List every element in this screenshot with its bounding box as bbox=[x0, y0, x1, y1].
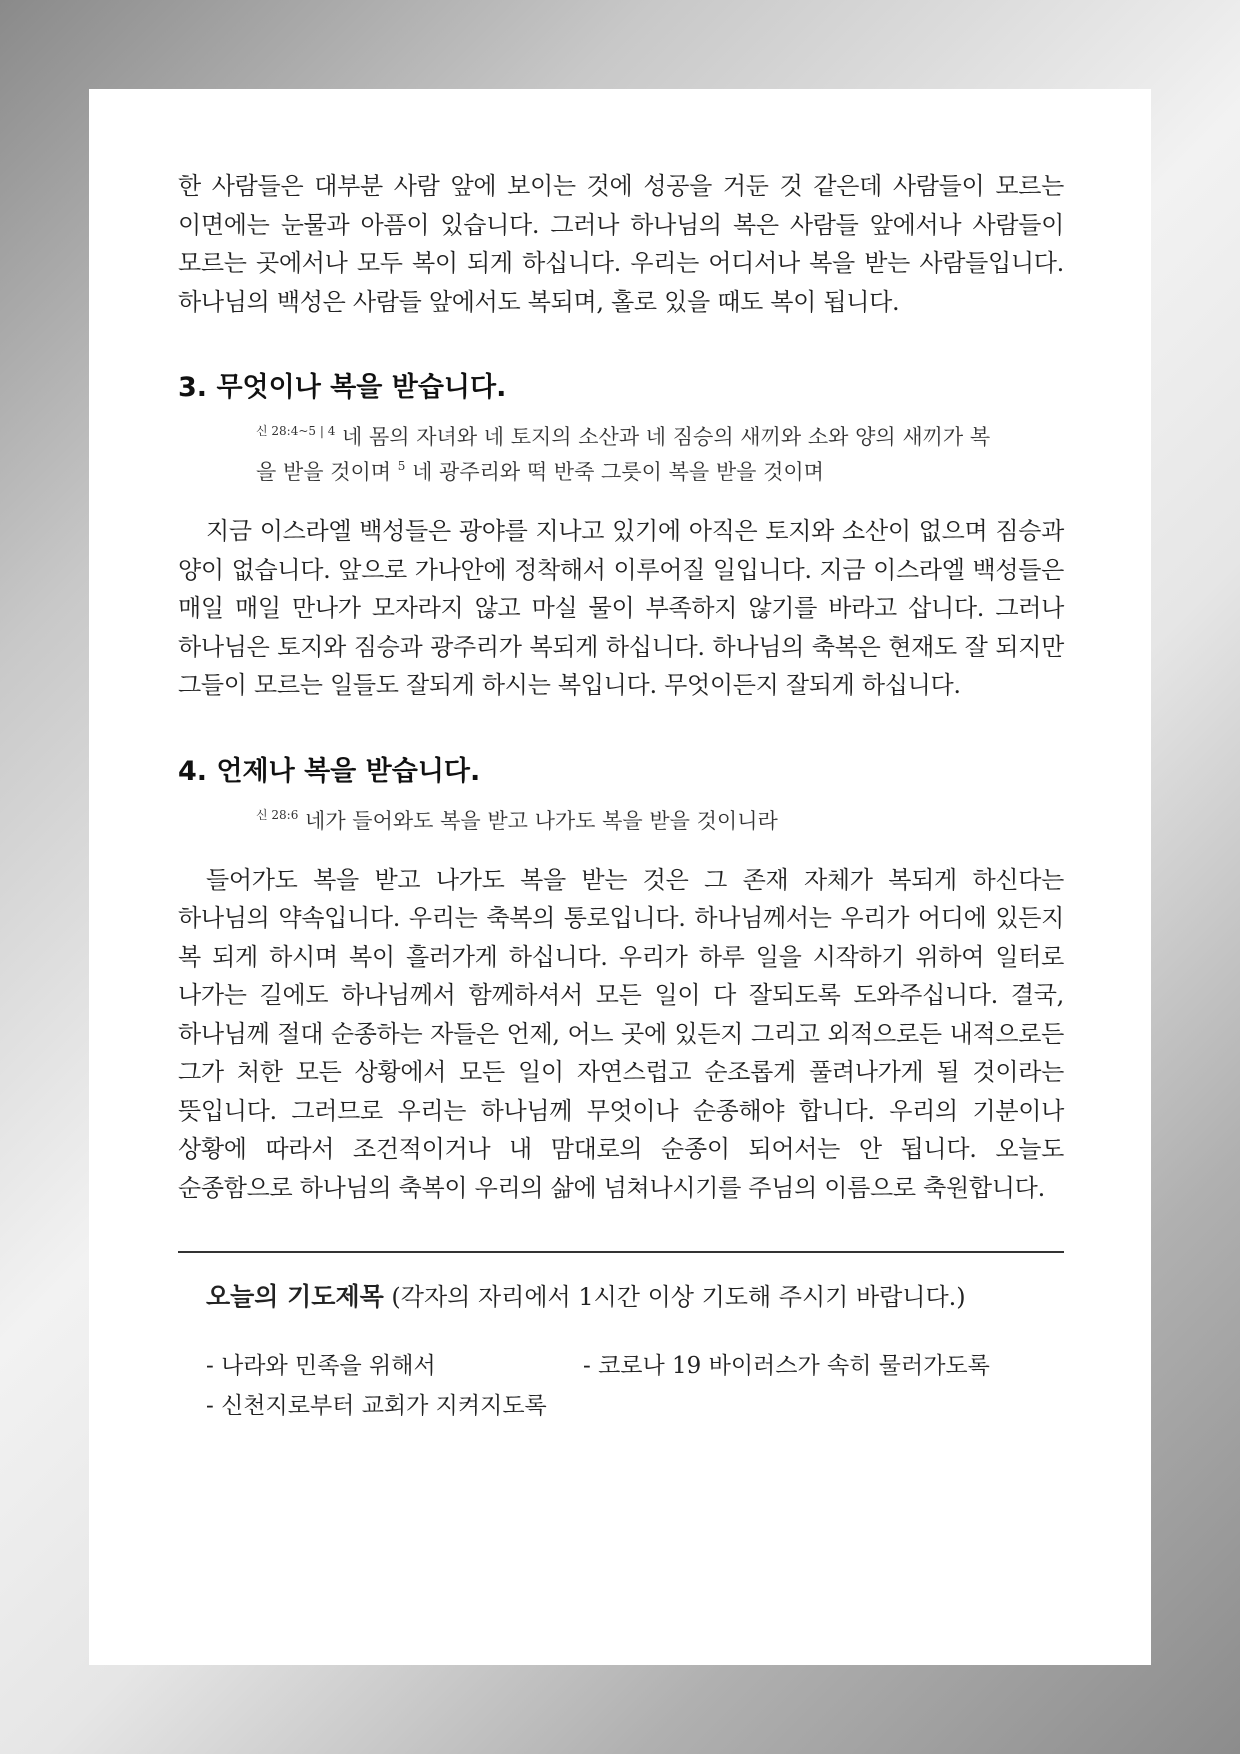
verse-text: 네 몸의 자녀와 네 토지의 소산과 네 짐승의 새끼와 소와 양의 새끼가 복을 받을 것이며 bbox=[256, 425, 991, 484]
verse-number: 5 bbox=[397, 459, 406, 473]
section-3-verse bbox=[256, 420, 996, 490]
verse-separator: | bbox=[316, 424, 328, 438]
section-4-heading: 4. 언제나 복을 받습니다. bbox=[178, 755, 481, 787]
page-content bbox=[178, 167, 1064, 1443]
section-4-paragraph: 들어가도 복을 받고 나가도 복을 받는 것은 그 존재 자체가 복되게 하신다는 하나님의 약속입니다. 우리는 축복의 통로입니다. 하나님께서는 우리가 어디에 있든지 복 되게 하시며 복이 흘러가게 하십니다. 우리가 하루 일을 시작하기 위하여 일터로 나가는 길에도 하나님께서 함께하셔서 모든 일이 다 잘되도록 도와주십니다. 결국, 하나님께 절대 순종하는 자들은 언제, 어느 곳에 있든지 그리고 외적으로든 내적으로든 그가 처한 모든 상황에서 모든 일이 자연스럽고 순조롭게 풀려나가게 될 것이라는 뜻입니다. 그러므로 우리는 하나님께 무엇이나 순종해야 합니다. 우리의 기분이나 상황에 따라서 조건적이거나 내 맘대로의 순종이 되어서는 안 됩니다. 오늘도 순종함으로 하나님의 축복이 우리의 삶에 넘쳐나시기를 주님의 이름으로 축원합니다. bbox=[178, 865, 1064, 1202]
section-3-verse-block bbox=[178, 420, 996, 490]
prayer-section bbox=[178, 1253, 1064, 1443]
prayer-item: - 신천지로부터 교회가 지켜지도록 bbox=[206, 1393, 547, 1419]
prayer-subtitle: (각자의 자리에서 1시간 이상 기도해 주시기 바랍니다.) bbox=[391, 1283, 966, 1311]
prayer-item: - 나라와 민족을 위해서 bbox=[206, 1353, 436, 1379]
verse-reference: 신 28:4~5 bbox=[256, 424, 317, 438]
section-3-paragraph: 지금 이스라엘 백성들은 광야를 지나고 있기에 아직은 토지와 소산이 없으며 짐승과 양이 없습니다. 앞으로 가나안에 정착해서 이루어질 일입니다. 지금 이스라엘 백성들은 매일 매일 만나가 모자라지 않고 마실 물이 부족하지 않기를 바라고 삽니다. 그러나 하나님은 토지와 짐승과 광주리가 복되게 하십니다. 하나님의 축복은 현재도 잘 되지만 그들이 모르는 일들도 잘되게 하시는 복입니다. 무엇이든지 잘되게 하십니다. bbox=[178, 517, 1064, 699]
verse-reference: 신 28:6 bbox=[256, 807, 299, 822]
section-3-heading: 3. 무엇이나 복을 받습니다. bbox=[178, 372, 507, 403]
verse-text: 네 광주리와 떡 반죽 그릇이 복을 받을 것이며 bbox=[405, 460, 824, 484]
prayer-header bbox=[206, 1277, 966, 1313]
document-page bbox=[89, 89, 1151, 1665]
section-4-verse bbox=[256, 804, 1064, 839]
continuation-paragraph: 한 사람들은 대부분 사람 앞에 보이는 것에 성공을 거둔 것 같은데 사람들이 모르는 이면에는 눈물과 아픔이 있습니다. 그러나 하나님의 복은 사람들 앞에서나 사람들이 모르는 곳에서나 모두 복이 되게 하십니다. 우리는 어디서나 복을 받는 사람들입니다. 하나님의 백성은 사람들 앞에서도 복되며, 홀로 있을 때도 복이 됩니다. bbox=[178, 172, 1064, 316]
prayer-title: 오늘의 기도제목 bbox=[206, 1282, 384, 1311]
section-4-verse-block bbox=[178, 804, 1064, 839]
prayer-item: - 코로나 19 바이러스가 속히 물러가도록 bbox=[583, 1353, 990, 1379]
verse-text: 네가 들어와도 복을 받고 나가도 복을 받을 것이니라 bbox=[298, 808, 778, 833]
verse-number: 4 bbox=[327, 424, 336, 438]
